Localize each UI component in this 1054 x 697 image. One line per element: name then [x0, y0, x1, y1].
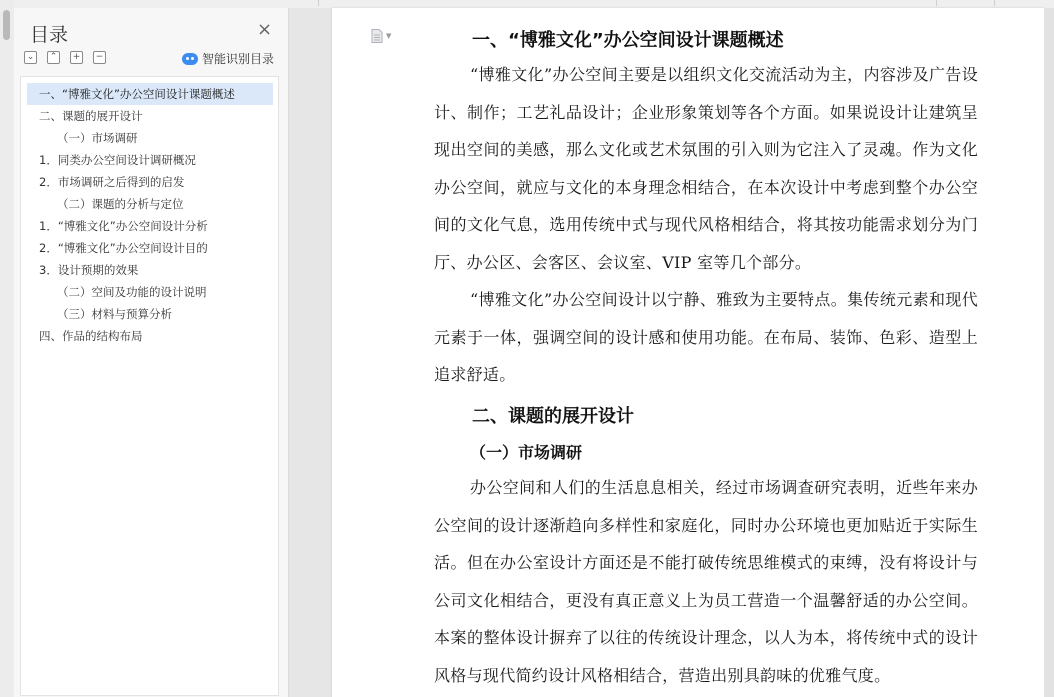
toc-item[interactable]: 2．“博雅文化”办公空间设计目的	[39, 241, 208, 255]
heading-level2: 二、课题的展开设计	[472, 406, 634, 427]
pane-separator	[289, 8, 332, 697]
toc-item[interactable]: （一）市场调研	[57, 131, 138, 145]
robot-icon	[182, 53, 198, 65]
add-entry-icon[interactable]: +	[70, 51, 83, 64]
collapse-all-icon[interactable]: ⌄	[24, 51, 37, 64]
toc-controls	[24, 51, 106, 64]
body-paragraph: “博雅文化”办公空间主要是以组织文化交流活动为主，内容涉及广告设计、制作；工艺礼品设计；企业形象策划等各个方面。如果说设计让建筑呈现出空间的美感，那么文化或艺术氛围的引入则为它注入了灵魂。作为文化办公空间，就应与文化的本身理念相结合，在本次设计中考虑到整个办公空间的文化气息，选用传统中式与现代风格相结合，将其按功能需求划分为门厅、办公区、会客区、会议室、VIP 室等几个部分。	[434, 65, 978, 272]
smart-toc-label: 智能识别目录	[202, 52, 275, 66]
toc-panel	[14, 8, 289, 697]
toc-item[interactable]: 1．“博雅文化”办公空间设计分析	[39, 219, 208, 233]
toc-title: 目录	[30, 24, 69, 46]
toc-item[interactable]: （二）课题的分析与定位	[57, 197, 184, 211]
heading-level1: 一、“博雅文化”办公空间设计课题概述	[472, 30, 784, 51]
toolbar-divider	[994, 0, 995, 6]
toc-list	[20, 76, 279, 696]
document-menu-button[interactable]	[371, 29, 391, 43]
expand-all-icon[interactable]: ⌃	[47, 51, 60, 64]
document-page	[332, 8, 1044, 697]
toc-item[interactable]: 二、课题的展开设计	[39, 109, 143, 123]
toc-item[interactable]: 2．市场调研之后得到的启发	[39, 175, 185, 189]
close-icon[interactable]: ×	[257, 19, 273, 40]
document-icon	[371, 29, 383, 43]
body-paragraph: “博雅文化”办公空间设计以宁静、雅致为主要特点。集传统元素和现代元素于一体，强调空间的设计感和使用功能。在布局、装饰、色彩、造型上追求舒适。	[434, 290, 978, 384]
toc-item[interactable]: （二）空间及功能的设计说明	[57, 285, 207, 299]
smart-toc-button[interactable]	[182, 50, 274, 67]
toolbar-divider	[936, 0, 937, 6]
left-scroll-gutter	[0, 0, 14, 697]
toc-item[interactable]: （三）材料与预算分析	[57, 307, 172, 321]
toc-item[interactable]: 3．设计预期的效果	[39, 263, 139, 277]
remove-entry-icon[interactable]: −	[93, 51, 106, 64]
toc-item[interactable]: 一、“博雅文化”办公空间设计课题概述	[27, 83, 273, 105]
toc-scrollbar-thumb[interactable]	[3, 10, 10, 40]
toc-item[interactable]: 四、作品的结构布局	[39, 329, 143, 343]
toc-item[interactable]: 1．同类办公空间设计调研概况	[39, 153, 196, 167]
top-toolbar-strip	[0, 0, 1054, 8]
caret-down-icon: ▼	[386, 32, 392, 40]
heading-level3: （一）市场调研	[470, 443, 583, 462]
right-scroll-gutter	[1044, 8, 1054, 697]
body-paragraph: 办公空间和人们的生活息息相关，经过市场调查研究表明，近些年来办公空间的设计逐渐趋向多样性和家庭化，同时办公环境也更加贴近于实际生活。但在办公室设计方面还是不能打破传统思维模式的束缚，没有将设计与公司文化相结合，更没有真正意义上为员工营造一个温馨舒适的办公空间。本案的整体设计摒弃了以往的传统设计理念，以人为本，将传统中式的设计风格与现代简约设计风格相结合，营造出别具韵味的优雅气度。	[434, 478, 978, 685]
toolbar-divider	[318, 0, 319, 6]
